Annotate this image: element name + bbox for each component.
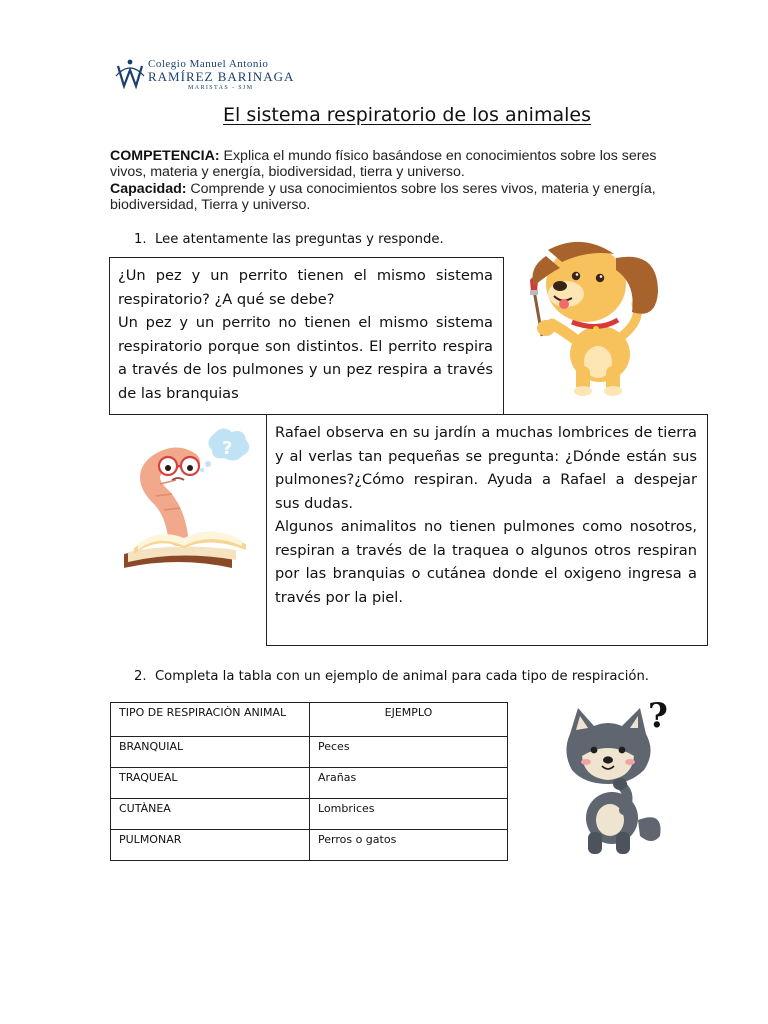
table-row [111,768,508,799]
question-mark: ? [648,696,668,736]
table-row [111,830,508,861]
table-cell-tipo: PULMONAR [111,830,310,861]
section1-heading: 1. Lee atentamente las preguntas y responde. [134,232,444,247]
school-logo [114,56,314,94]
box1-question: ¿Un pez y un perrito tienen el mismo sistema respiratorio? ¿A qué se debe? [118,267,493,308]
competencia-paragraph [110,148,680,180]
competencia-label: COMPETENCIA: [110,148,220,164]
section2-heading: 2. Completa la tabla con un ejemplo de animal para cada tipo de respiración. [134,669,650,684]
question-box-1 [109,257,504,415]
competencia-text: Explica el mundo físico basándose en conocimientos sobre los seres vivos, materia y energía, biodiversidad, tierra y universo. [110,148,657,180]
table-cell-ejemplo[interactable]: Peces [310,737,508,768]
table-row [111,799,508,830]
page-title: El sistema respiratorio de los animales [223,104,591,126]
table-cell-tipo: BRANQUIAL [111,737,310,768]
school-name-line2: RAMÍREZ BARINAGA [148,69,295,84]
table-cell-tipo: CUTÀNEA [111,799,310,830]
box2-answer: Algunos animalitos no tienen pulmones como nosotros, respiran a través de la traquea o algunos otros respiran por las branquias o cutánea donde el oxigeno ingresa a través por la piel. [275,518,697,606]
box1-answer: Un pez y un perrito no tienen el mismo sistema respiratorio porque son distintos. El perrito respira a través de los pulmones y un pez respira a través de las branquias [118,314,493,402]
table-header-row [111,703,508,737]
table-header-ejemplo: EJEMPLO [310,703,508,737]
table-header-tipo: TIPO DE RESPIRACIÒN ANIMAL [111,703,310,737]
table-cell-ejemplo[interactable]: Perros o gatos [310,830,508,861]
school-emblem-icon [114,56,146,92]
respiration-table [110,702,508,861]
school-name-line3: MARISTAS - SJM [188,85,254,91]
worm-reading-book-icon [118,424,260,578]
question-box-2 [266,414,708,646]
table-cell-ejemplo[interactable]: Lombrices [310,799,508,830]
school-name-line1: Colegio Manuel Antonio [148,58,269,70]
svg-text:?: ? [222,438,233,459]
capacidad-paragraph [110,181,680,213]
capacidad-label: Capacidad: [110,181,187,197]
capacidad-text: Comprende y usa conocimientos sobre los seres vivos, materia y energía, biodiversidad, Tierra y universo. [110,181,656,213]
dog-illustration-icon [518,228,666,398]
table-cell-tipo: TRAQUEAL [111,768,310,799]
table-row [111,737,508,768]
table-cell-ejemplo[interactable]: Arañas [310,768,508,799]
box2-question: Rafael observa en su jardín a muchas lombrices de tierra y al verlas tan pequeñas se pregunta: ¿Dónde están sus pulmones?¿Cómo respiran. Ayuda a Rafael a despejar sus dudas. [275,424,697,512]
